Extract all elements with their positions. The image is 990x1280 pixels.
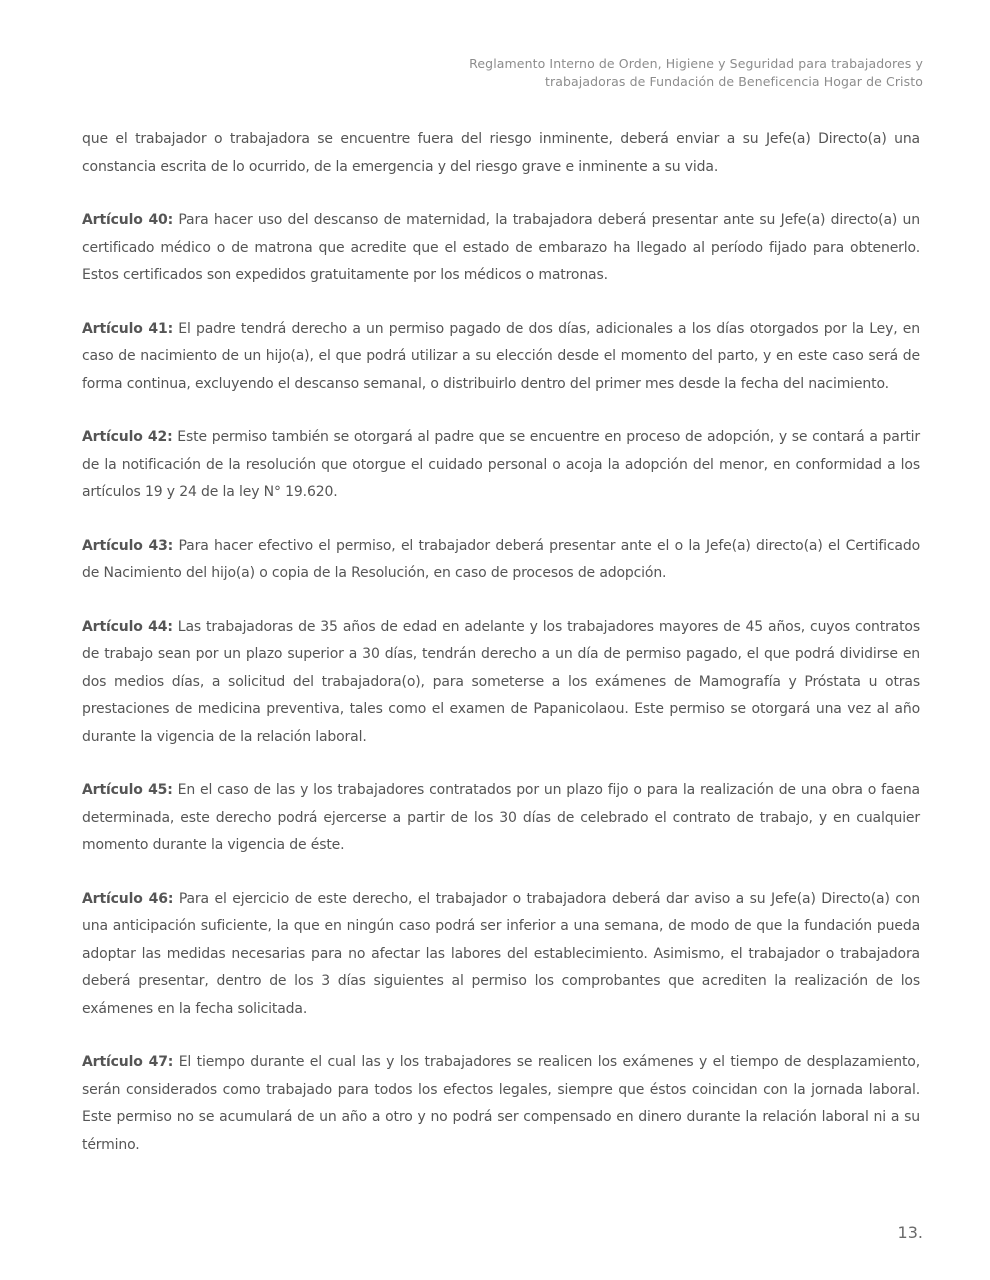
document-body [82, 126, 920, 1185]
article-41 [82, 316, 920, 399]
article-47 [82, 1049, 920, 1159]
article-text: El padre tendrá derecho a un permiso pagado de dos días, adicionales a los días otorgados por la Ley, en caso de nacimiento de un hijo(a), el que podrá utilizar a su elección desde el momento del parto, y en este caso será de forma continua, excluyendo el descanso semanal, o distribuirlo dentro del primer mes desde la fecha del nacimiento. [82, 320, 920, 392]
article-46 [82, 886, 920, 1024]
article-45 [82, 777, 920, 860]
article-43 [82, 533, 920, 588]
article-text: Para el ejercicio de este derecho, el trabajador o trabajadora deberá dar aviso a su Jefe(a) Directo(a) con una anticipación suficiente, la que en ningún caso podrá ser inferior a una semana, de modo de que la fundación pueda adoptar las medidas necesarias para no afectar las labores del establecimiento. Asimismo, el trabajador o trabajadora deberá presentar, dentro de los 3 días siguientes al permiso los comprobantes que acrediten la realización de los exámenes en la fecha solicitada. [82, 890, 920, 1017]
page-number: 13. [897, 1223, 923, 1242]
article-text: El tiempo durante el cual las y los trabajadores se realicen los exámenes y el tiempo de desplazamiento, serán considerados como trabajado para todos los efectos legales, siempre que éstos coincidan con la jornada laboral. Este permiso no se acumulará de un año a otro y no podrá ser compensado en dinero durante la relación laboral ni a su término. [82, 1054, 920, 1153]
article-label: Artículo 42: [82, 429, 173, 445]
article-44 [82, 614, 920, 752]
document-header [323, 55, 923, 91]
article-label: Artículo 43: [82, 537, 174, 554]
article-text: Para hacer uso del descanso de maternidad, la trabajadora deberá presentar ante su Jefe(a) directo(a) un certificado médico o de matrona que acredite que el estado de embarazo ha llegado al período fijado para obtenerlo. Estos certificados son expedidos gratuitamente por los médicos o matronas. [82, 212, 920, 283]
article-text: Las trabajadoras de 35 años de edad en adelante y los trabajadores mayores de 45 años, cuyos contratos de trabajo sean por un plazo superior a 30 días, tendrán derecho a un día de permiso pagado, el que podrá dividirse en dos medios días, a solicitud del trabajadora(o), para someterse a los exámenes de Mamografía y Próstata u otras prestaciones de medicina preventiva, tales como el examen de Papanicolaou. Este permiso se otorgará una vez al año durante la vigencia de la relación laboral. [82, 618, 920, 745]
article-label: Artículo 44: [82, 618, 173, 635]
article-label: Artículo 45: [82, 782, 173, 798]
paragraph-continuation [82, 126, 920, 181]
article-40 [82, 207, 920, 290]
header-line-2: trabajadoras de Fundación de Beneficencia Hogar de Cristo [545, 74, 923, 89]
article-label: Artículo 40: [82, 212, 174, 228]
header-line-1: Reglamento Interno de Orden, Higiene y Seguridad para trabajadores y [469, 56, 923, 71]
article-text: Para hacer efectivo el permiso, el trabajador deberá presentar ante el o la Jefe(a) directo(a) el Certificado de Nacimiento del hijo(a) o copia de la Resolución, en caso de procesos de adopción. [82, 537, 920, 581]
article-text: En el caso de las y los trabajadores contratados por un plazo fijo o para la realización de una obra o faena determinada, este derecho podrá ejercerse a partir de los 30 días de celebrado el contrato de trabajo, y en cualquier momento durante la vigencia de éste. [82, 782, 920, 853]
article-42 [82, 424, 920, 507]
article-label: Artículo 47: [82, 1054, 174, 1070]
article-text: Este permiso también se otorgará al padre que se encuentre en proceso de adopción, y se contará a partir de la notificación de la resolución que otorgue el cuidado personal o acoja la adopción del menor, en conformidad a los artículos 19 y 24 de la ley N° 19.620. [82, 429, 921, 500]
article-label: Artículo 41: [82, 320, 174, 337]
article-text: que el trabajador o trabajadora se encuentre fuera del riesgo inminente, deberá enviar a su Jefe(a) Directo(a) una constancia escrita de lo ocurrido, de la emergencia y del riesgo grave e inminente a su vida. [82, 131, 920, 175]
article-label: Artículo 46: [82, 890, 174, 907]
